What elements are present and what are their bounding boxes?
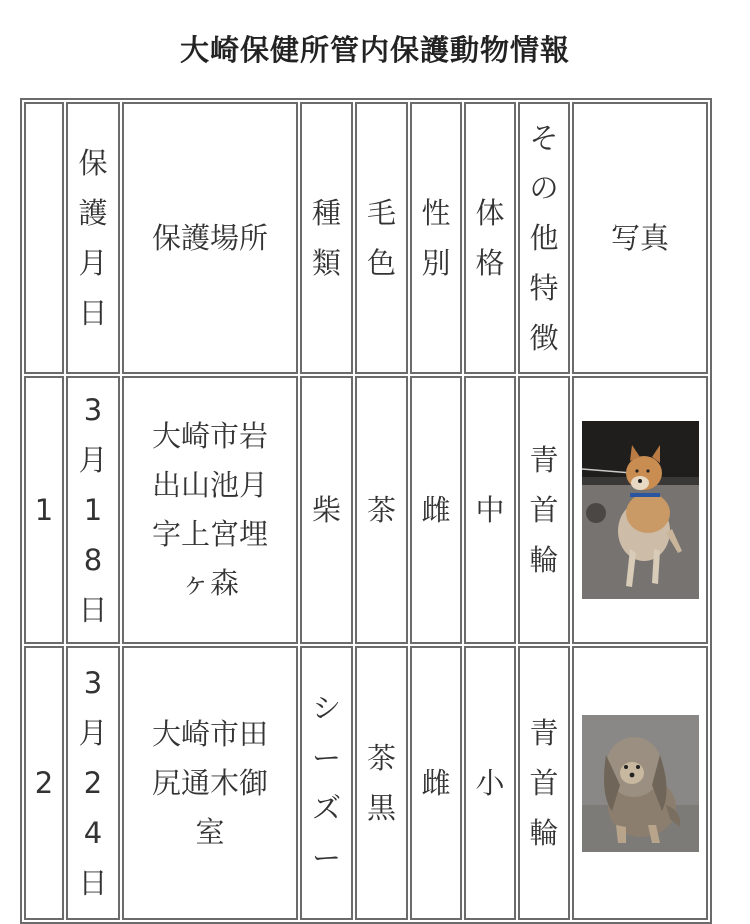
- header-sex: 性別: [410, 102, 462, 374]
- header-no: [24, 102, 64, 374]
- cell-kind: 柴: [300, 376, 353, 644]
- header-size: 体格: [464, 102, 516, 374]
- header-date: 保護月日: [66, 102, 120, 374]
- header-color: 毛色: [355, 102, 408, 374]
- cell-other: 青首輪: [518, 376, 570, 644]
- cell-size: 小: [464, 646, 516, 920]
- cell-date: 3月18日: [66, 376, 120, 644]
- header-kind: 種類: [300, 102, 353, 374]
- shiba-dog-photo[interactable]: [582, 421, 699, 599]
- shih-tzu-dog-photo[interactable]: [582, 715, 699, 852]
- header-place: 保護場所: [122, 102, 298, 374]
- cell-sex: 雌: [410, 376, 462, 644]
- animal-info-table: [20, 98, 712, 924]
- cell-other: 青首輪: [518, 646, 570, 920]
- cell-photo: [572, 376, 708, 644]
- cell-kind: シーズー: [300, 646, 353, 920]
- cell-sex: 雌: [410, 646, 462, 920]
- cell-place: 大崎市田尻通木御室: [122, 646, 298, 920]
- cell-color: 茶黒: [355, 646, 408, 920]
- header-photo: 写真: [572, 102, 708, 374]
- cell-color: 茶: [355, 376, 408, 644]
- table-header-row: [24, 102, 708, 374]
- cell-photo: [572, 646, 708, 920]
- cell-no: 1: [24, 376, 64, 644]
- table-row: [24, 376, 708, 644]
- cell-no: 2: [24, 646, 64, 920]
- cell-place: 大崎市岩出山池月字上宮埋ヶ森: [122, 376, 298, 644]
- page-title: 大崎保健所管内保護動物情報: [179, 33, 570, 67]
- table-row: [24, 646, 708, 920]
- header-other: その他特徴: [518, 102, 570, 374]
- cell-date: 3月24日: [66, 646, 120, 920]
- cell-size: 中: [464, 376, 516, 644]
